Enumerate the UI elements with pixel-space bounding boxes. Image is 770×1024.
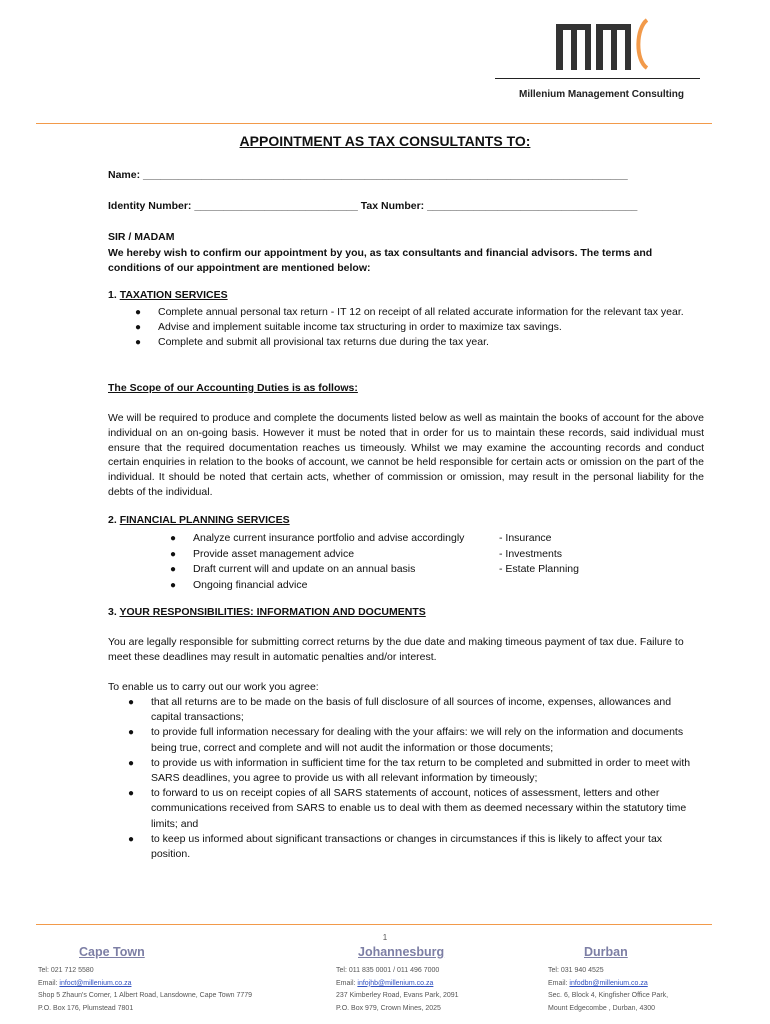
list-item: ● to provide full information necessary for dealing with the your affairs: we will rely on the information and documents being true, correct and complete and will not audit the information or those documents; (128, 726, 684, 754)
bullet-icon: ● (128, 757, 135, 769)
agreement-lead: To enable us to carry out our work you agree: (108, 681, 319, 693)
name-blank[interactable]: ___________________________________________________________________________________ (143, 169, 628, 181)
name-label: Name: (108, 169, 144, 181)
company-name: Millenium Management Consulting (519, 89, 685, 100)
identity-blank[interactable]: ____________________________ (194, 200, 358, 212)
identity-tax-row (108, 199, 637, 214)
list-item: ● to keep us informed about significant transactions or changes in circumstances if this is likely to affect your tax position. (128, 832, 663, 861)
bullet-icon: ● (128, 788, 135, 800)
salutation: SIR / MADAM (108, 231, 175, 243)
bullet-icon: ● (128, 697, 135, 708)
office-city: Durban (584, 945, 628, 959)
office-city: Johannesburg (358, 945, 445, 959)
header-divider (36, 123, 712, 124)
list-item: ● Advise and implement suitable income tax structuring in order to maximize tax savings. (135, 321, 562, 333)
bullet-icon: ● (135, 337, 142, 348)
bullet-icon: ● (128, 833, 135, 845)
scope-heading: The Scope of our Accounting Duties is as follows: (108, 382, 358, 394)
bullet-icon: ● (170, 564, 177, 575)
section1-heading (108, 288, 228, 303)
office-po-box: P.O. Box 176, Plumstead 7801 (38, 1004, 134, 1012)
section3-heading (108, 605, 426, 620)
office-tel: Tel: 011 835 0001 / 011 496 7000 (336, 967, 440, 974)
page-number: 1 (382, 933, 388, 942)
list-item: ● Complete annual personal tax return - IT 12 on receipt of all related accurate information for the relevant tax year. (135, 306, 684, 318)
planning-categories (499, 531, 579, 578)
bullet-icon: ● (135, 322, 142, 333)
category-item: - Estate Planning (499, 563, 579, 575)
list-item: ● to provide us with information in sufficient time for the tax return to be completed and submitted in order to meet with SARS deadlines, you agree to provide us with all relevant information by timeously; (128, 756, 691, 785)
list-item: ● Provide asset management advice (193, 547, 493, 563)
header-rule (495, 78, 700, 79)
list-item: ● Analyze current insurance portfolio and advise accordingly (193, 531, 493, 547)
office-durban (548, 944, 668, 1015)
office-email-link[interactable]: infoct@millenium.co.za (59, 979, 132, 987)
office-tel: Tel: 021 712 5580 (38, 967, 94, 974)
office-email-link[interactable]: infojhb@millenium.co.za (357, 979, 434, 987)
scope-paragraph: We will be required to produce and complete the documents listed below as well as maintain the books of account for the above individual on an on-going basis. However it must be noted that in order for us to maintain these records, said individual must ensure that the required documentation reaches us timeously. Whilst we may examine the accounting records and conduct certain enquiries in relation to the books of account, we cannot be held responsible for certain acts or omission on the part of the individual. It should be noted that certain acts, whether of commission or omission, may result in the personal liability for the debts of the individual. (108, 412, 704, 498)
office-po-box: Mount Edgecombe , Durban, 4300 (548, 1004, 656, 1012)
section2-heading (108, 513, 290, 528)
agreement-list (128, 695, 691, 862)
category-item: - Investments (499, 547, 563, 560)
category-item: - Insurance (499, 532, 552, 544)
footer-divider (36, 924, 712, 925)
office-address: Shop 5 Zhaun's Corner, 1 Albert Road, Lansdowne, Cape Town 7779 (38, 992, 253, 999)
intro-paragraph: We hereby wish to confirm our appointment by you, as tax consultants and financial advisors. The terms and conditions of our appointment are mentioned below: (108, 247, 653, 274)
section2-title: FINANCIAL PLANNING SERVICES (119, 514, 290, 526)
bullet-icon: ● (128, 727, 135, 739)
section3-number: 3. (108, 606, 120, 618)
bullet-icon: ● (135, 307, 142, 318)
section2-number: 2. (108, 514, 120, 526)
list-item: ● that all returns are to be made on the basis of full disclosure of all sources of income, expenses, allowances and capital transactions; (128, 696, 672, 724)
office-city: Cape Town (79, 945, 145, 959)
tax-label: Tax Number: (357, 200, 428, 212)
list-item: ● Ongoing financial advice (193, 578, 493, 594)
office-po-box: P.O. Box 979, Crown Mines, 2025 (336, 1004, 441, 1012)
section1-number: 1. (108, 289, 120, 301)
office-address: Sec. 6, Block 4, Kingfisher Office Park, (548, 992, 669, 999)
list-item: ● Complete and submit all provisional tax returns due during the tax year. (135, 336, 489, 348)
office-cape-town (38, 944, 252, 1015)
office-email-row: Email: infodbn@millenium.co.za (548, 979, 648, 987)
bullet-icon: ● (170, 548, 177, 560)
section3-title: YOUR RESPONSIBILITIES: INFORMATION AND DOCUMENTS (119, 606, 426, 618)
office-email-row: Email: infojhb@millenium.co.za (336, 979, 434, 987)
office-johannesburg (336, 944, 459, 1015)
office-address: 237 Kimberley Road, Evans Park, 2091 (336, 992, 459, 999)
financial-planning-list (170, 531, 493, 593)
mmc-logo (556, 18, 648, 70)
list-item: ● Draft current will and update on an annual basis (193, 562, 493, 578)
section1-title: TAXATION SERVICES (119, 289, 228, 301)
office-email-row: Email: infoct@millenium.co.za (38, 979, 132, 987)
bullet-icon: ● (170, 533, 177, 544)
office-tel: Tel: 031 940 4525 (548, 967, 604, 974)
office-email-link[interactable]: infodbn@millenium.co.za (569, 979, 648, 987)
tax-blank[interactable]: ____________________________________ (427, 200, 638, 212)
name-field[interactable] (108, 168, 628, 183)
document-title: APPOINTMENT AS TAX CONSULTANTS TO: (239, 133, 531, 149)
taxation-services-list (135, 305, 698, 350)
list-item: ● to forward to us on receipt copies of all SARS statements of account, notices of assessment, letters and other communications received from SARS to enable us to deal with them as deemed necessary within the statutory time limits; and (128, 787, 687, 830)
responsibilities-paragraph: You are legally responsible for submitting correct returns by the due date and making timeous payment of tax due. Failure to meet these deadlines may result in automatic penalties and/or interest. (108, 636, 684, 663)
identity-label: Identity Number: (108, 200, 195, 212)
bullet-icon: ● (170, 579, 177, 591)
